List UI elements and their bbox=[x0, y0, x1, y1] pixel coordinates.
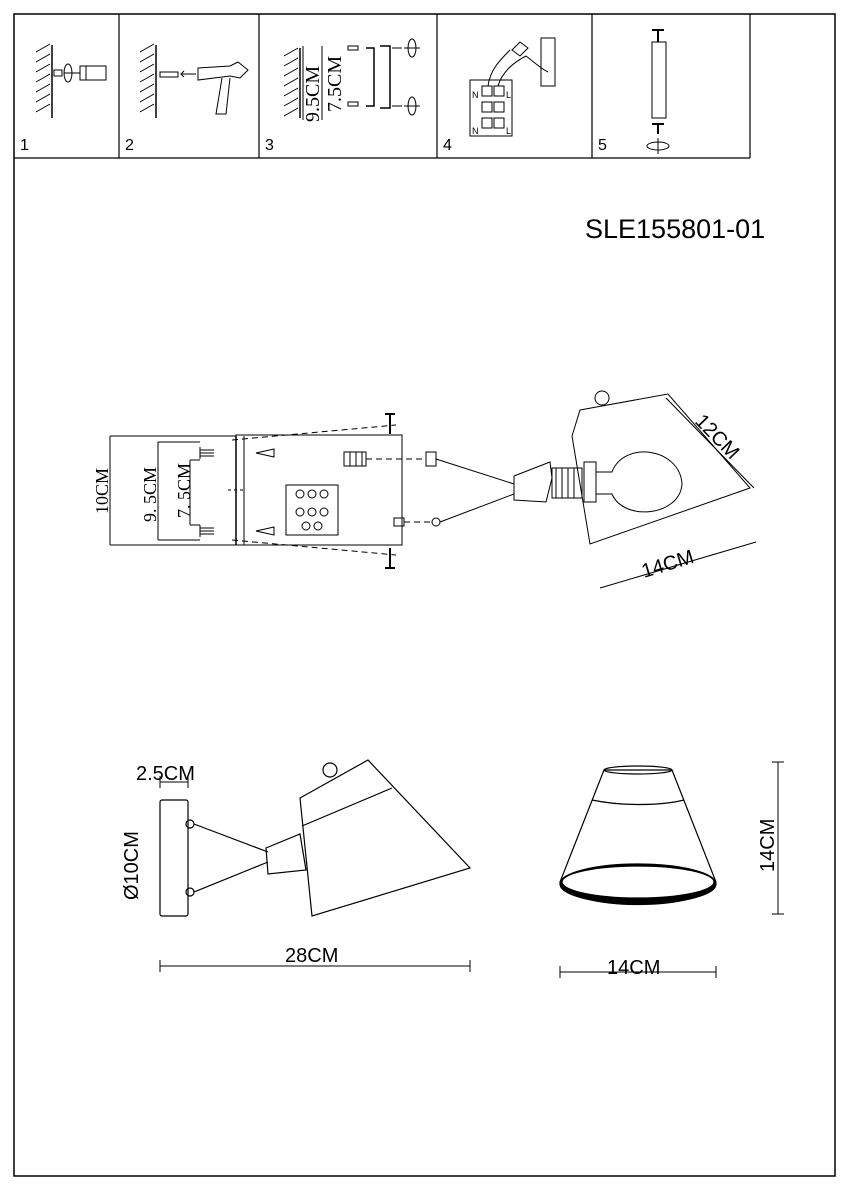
step-4-terminal-l-bottom: L bbox=[506, 126, 512, 136]
side-depth-2-5cm: 2.5CM bbox=[136, 763, 195, 785]
step-1-drill-illustration bbox=[36, 44, 106, 118]
step-3-dim-9-5: 9.5CM bbox=[302, 65, 324, 122]
shade-14cm: 14CM bbox=[639, 546, 697, 583]
step-4-terminal-n-top: N bbox=[472, 90, 479, 100]
step-3-dim-7-5: 7.5CM bbox=[324, 55, 346, 112]
side-view-lamp bbox=[160, 760, 470, 916]
step-3-number: 3 bbox=[265, 137, 274, 154]
mounting-plate-view bbox=[200, 391, 750, 568]
plate-height-10cm: 10CM bbox=[92, 467, 112, 514]
side-length-28cm: 28CM bbox=[285, 945, 339, 967]
plate-height-7-5cm: 7. 5CM bbox=[174, 462, 194, 518]
shade-12cm: 12CM bbox=[690, 410, 744, 464]
step-4-wiring-illustration bbox=[470, 38, 555, 136]
step-4-number: 4 bbox=[443, 137, 452, 154]
front-height-14cm: 14CM bbox=[757, 818, 779, 872]
side-diameter-10cm: Ø10CM bbox=[121, 831, 143, 900]
step-4-terminal-l-top: L bbox=[506, 90, 512, 100]
step-2-number: 2 bbox=[125, 137, 134, 154]
step-5-number: 5 bbox=[598, 137, 607, 154]
page-border bbox=[14, 14, 835, 1176]
step-4-terminal-n-bottom: N bbox=[472, 126, 479, 136]
front-view-shade bbox=[560, 766, 716, 905]
front-width-14cm: 14CM bbox=[607, 957, 661, 979]
plate-height-9-5cm: 9. 5CM bbox=[140, 466, 160, 522]
step-1-number: 1 bbox=[20, 137, 29, 154]
side-view-dimension-lines bbox=[160, 776, 470, 972]
model-number: SLE155801-01 bbox=[585, 214, 766, 244]
step-5-mount-illustration bbox=[647, 30, 669, 154]
step-2-hammer-illustration bbox=[140, 44, 248, 118]
